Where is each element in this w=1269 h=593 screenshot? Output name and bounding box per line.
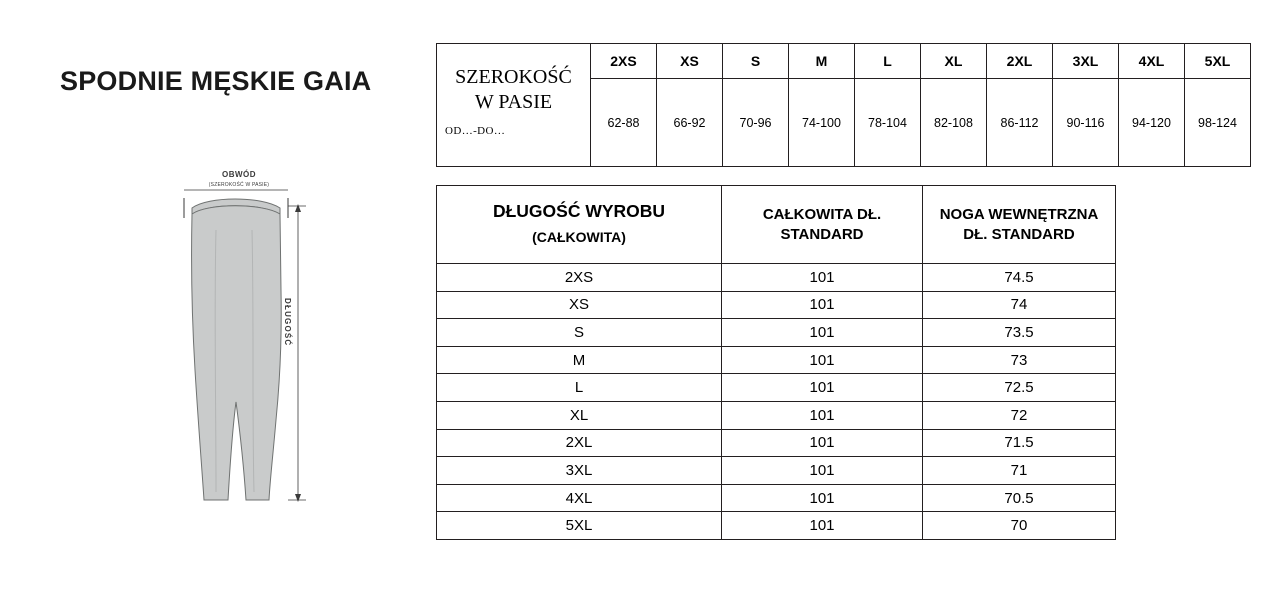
waist-value: 62-88	[591, 79, 657, 167]
row-total-length: 101	[722, 319, 923, 347]
row-inseam-length: 71.5	[923, 429, 1116, 457]
row-total-length: 101	[722, 374, 923, 402]
row-inseam-length: 73.5	[923, 319, 1116, 347]
size-header: 5XL	[1185, 44, 1251, 79]
row-total-length: 101	[722, 264, 923, 292]
waist-value: 70-96	[723, 79, 789, 167]
row-size: S	[437, 319, 722, 347]
row-total-length: 101	[722, 429, 923, 457]
waist-value: 98-124	[1185, 79, 1251, 167]
size-header: XS	[657, 44, 723, 79]
size-header: 4XL	[1119, 44, 1185, 79]
waist-row-label-note: OD…-DO…	[445, 124, 506, 137]
length-col1-header	[437, 186, 722, 264]
left-panel	[0, 0, 436, 593]
table-row	[437, 484, 1116, 512]
length-col3-header: NOGA WEWNĘTRZNA DŁ. STANDARD	[923, 186, 1116, 264]
size-header: XL	[921, 44, 987, 79]
length-col1-header-main: DŁUGOŚĆ WYROBU	[492, 201, 666, 221]
waist-value: 94-120	[1119, 79, 1185, 167]
waist-measure-label-sub: (SZEROKOŚĆ W PASIE)	[208, 182, 270, 188]
row-total-length: 101	[722, 291, 923, 319]
row-size: 2XL	[437, 429, 722, 457]
size-header: L	[855, 44, 921, 79]
table-row	[437, 264, 1116, 292]
row-inseam-length: 71	[923, 457, 1116, 485]
row-size: 4XL	[437, 484, 722, 512]
waist-value: 78-104	[855, 79, 921, 167]
waist-row-label-line2: W PASIE	[474, 90, 553, 113]
garment-diagram	[130, 170, 330, 520]
waist-value: 82-108	[921, 79, 987, 167]
length-measure-label: DŁUGOŚĆ	[283, 298, 292, 347]
table-row	[437, 346, 1116, 374]
waist-measure-label	[184, 170, 294, 190]
row-size: XL	[437, 401, 722, 429]
size-header: 2XS	[591, 44, 657, 79]
row-size: 3XL	[437, 457, 722, 485]
size-header: M	[789, 44, 855, 79]
length-col2-header: CAŁKOWITA DŁ. STANDARD	[722, 186, 923, 264]
waist-row-label-main: SZEROKOŚĆ	[455, 65, 572, 88]
table-row	[437, 291, 1116, 319]
waist-value: 74-100	[789, 79, 855, 167]
table-row	[437, 401, 1116, 429]
waist-width-table	[436, 43, 1251, 167]
waist-row-label	[437, 44, 591, 167]
size-header: S	[723, 44, 789, 79]
row-total-length: 101	[722, 484, 923, 512]
table-row	[437, 457, 1116, 485]
waist-measure-label-main: OBWÓD	[221, 170, 257, 179]
row-size: 2XS	[437, 264, 722, 292]
page-title: SPODNIE MĘSKIE GAIA	[60, 66, 372, 96]
row-inseam-length: 72	[923, 401, 1116, 429]
trousers-outline-icon	[130, 170, 330, 520]
row-inseam-length: 74.5	[923, 264, 1116, 292]
row-total-length: 101	[722, 512, 923, 540]
table-row	[437, 319, 1116, 347]
waist-value: 90-116	[1053, 79, 1119, 167]
row-inseam-length: 74	[923, 291, 1116, 319]
row-size: M	[437, 346, 722, 374]
size-header: 3XL	[1053, 44, 1119, 79]
row-size: 5XL	[437, 512, 722, 540]
row-inseam-length: 70.5	[923, 484, 1116, 512]
table-row	[437, 429, 1116, 457]
table-row	[437, 374, 1116, 402]
row-inseam-length: 70	[923, 512, 1116, 540]
table-header-row	[437, 186, 1116, 264]
row-total-length: 101	[722, 346, 923, 374]
row-inseam-length: 72.5	[923, 374, 1116, 402]
row-size: XS	[437, 291, 722, 319]
waist-value: 86-112	[987, 79, 1053, 167]
length-col1-header-sub: (CAŁKOWITA)	[532, 229, 626, 245]
table-row	[437, 44, 1251, 79]
length-table	[436, 185, 1116, 540]
row-total-length: 101	[722, 457, 923, 485]
row-size: L	[437, 374, 722, 402]
row-inseam-length: 73	[923, 346, 1116, 374]
size-header: 2XL	[987, 44, 1053, 79]
table-row	[437, 512, 1116, 540]
waist-value: 66-92	[657, 79, 723, 167]
row-total-length: 101	[722, 401, 923, 429]
